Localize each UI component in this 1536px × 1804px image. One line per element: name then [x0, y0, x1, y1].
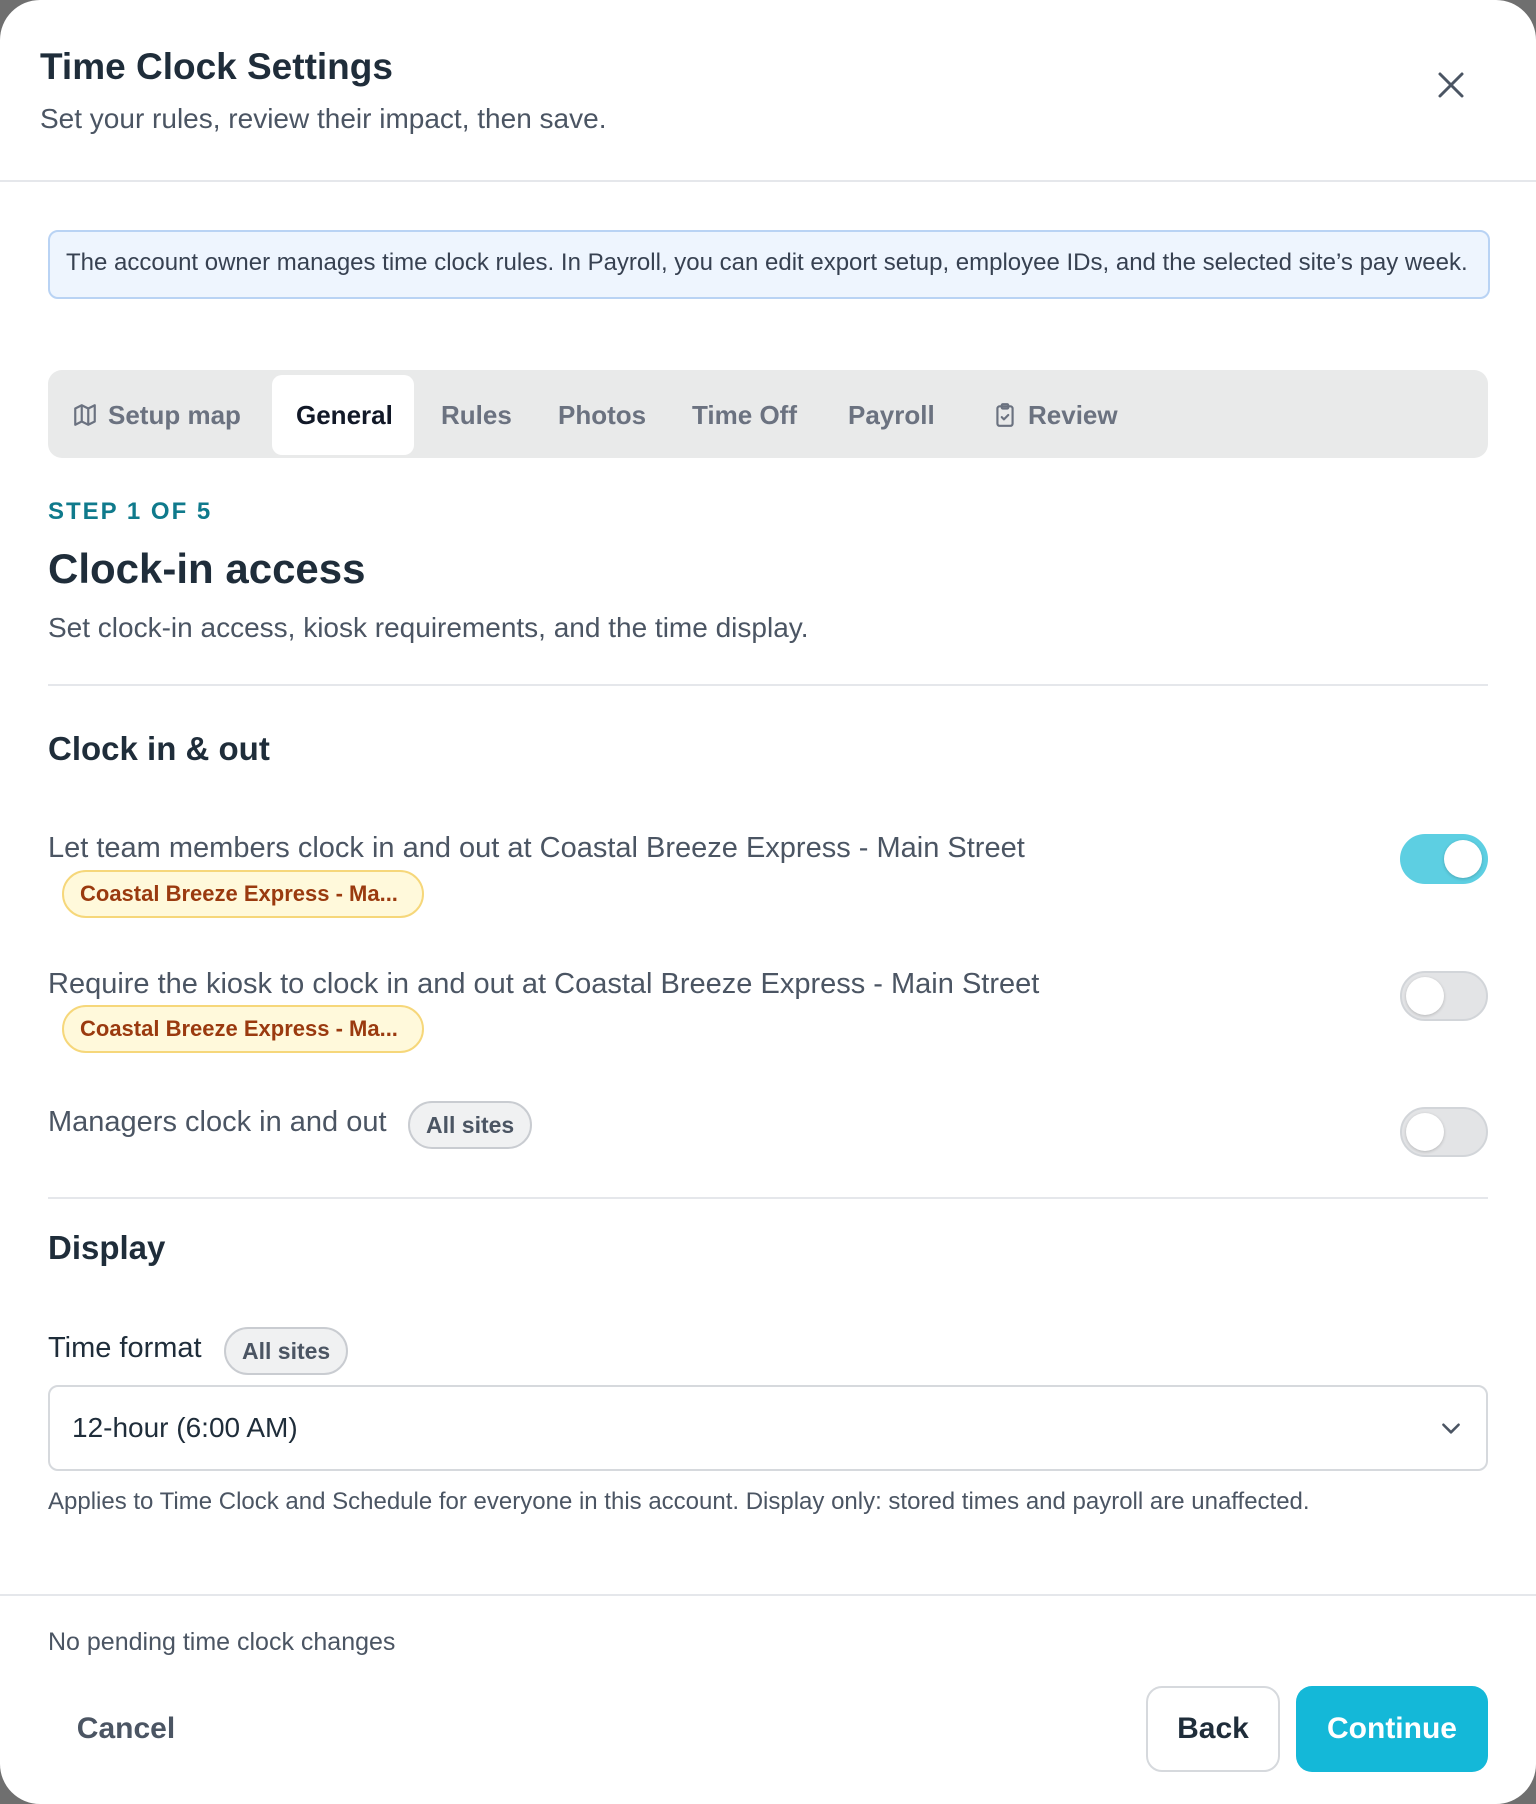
clock-section-title: Clock in & out: [48, 730, 270, 767]
kiosk-required-toggle[interactable]: [1400, 971, 1488, 1021]
time-format-select[interactable]: [48, 1385, 1488, 1471]
modal-title: Time Clock Settings: [40, 46, 393, 87]
site-badge: Coastal Breeze Express - Ma...: [62, 1005, 424, 1053]
tab-label: Time Off: [692, 399, 797, 430]
permission-notice: The account owner manages time clock rules. In Payroll, you can edit export setup, employee IDs, and the selected site’s pay week.: [48, 230, 1490, 299]
managers-clock-toggle[interactable]: [1400, 1107, 1488, 1157]
tab-review[interactable]: [968, 375, 1148, 455]
time-format-label: Time format: [48, 1332, 202, 1364]
pending-changes-status: No pending time clock changes: [48, 1628, 396, 1656]
toggle-knob: [1406, 977, 1444, 1015]
settings-tabs: [48, 370, 1488, 458]
tab-label: General: [296, 399, 393, 430]
map-icon: [72, 402, 98, 428]
clipboard-check-icon: [992, 402, 1018, 428]
all-sites-badge: All sites: [224, 1327, 348, 1375]
tab-general[interactable]: [272, 375, 414, 455]
close-icon: [1436, 70, 1466, 100]
tab-rules[interactable]: [417, 375, 529, 455]
team-clock-in-toggle[interactable]: [1400, 834, 1488, 884]
tab-label: Photos: [558, 399, 647, 430]
tab-label: Review: [1028, 399, 1118, 430]
time-format-value: 12-hour (6:00 AM): [72, 1412, 298, 1443]
tab-label: Setup map: [108, 399, 241, 430]
cancel-button[interactable]: Cancel: [76, 1712, 176, 1745]
toggle-knob: [1406, 1113, 1444, 1151]
page-description: Set clock-in access, kiosk requirements, and the time display.: [48, 612, 809, 643]
section-divider: [48, 1197, 1488, 1199]
time-format-help: Applies to Time Clock and Schedule for everyone in this account. Display only: stored times and payroll are unaffected.: [48, 1488, 1310, 1515]
all-sites-badge: All sites: [408, 1101, 532, 1149]
modal-footer: [0, 1594, 1536, 1804]
display-section-title: Display: [48, 1229, 166, 1266]
team-clock-in-label: Let team members clock in and out at Coastal Breeze Express - Main Street: [48, 832, 1025, 864]
tab-photos[interactable]: [534, 375, 668, 455]
site-badge: Coastal Breeze Express - Ma...: [62, 870, 424, 918]
close-button[interactable]: [1428, 62, 1474, 108]
tab-label: Payroll: [848, 399, 935, 430]
toggle-knob: [1444, 840, 1482, 878]
step-indicator: STEP 1 OF 5: [48, 498, 213, 525]
tab-setup-map[interactable]: [48, 375, 272, 455]
back-button[interactable]: Back: [1146, 1686, 1280, 1772]
continue-button[interactable]: Continue: [1296, 1686, 1488, 1772]
modal-header: [0, 0, 1536, 182]
tab-label: Rules: [441, 399, 512, 430]
managers-clock-label: Managers clock in and out: [48, 1106, 387, 1138]
tab-payroll[interactable]: [824, 375, 958, 455]
kiosk-required-label: Require the kiosk to clock in and out at Coastal Breeze Express - Main Street: [48, 968, 1040, 1000]
modal-subtitle: Set your rules, review their impact, then save.: [40, 103, 607, 134]
section-divider: [48, 684, 1488, 686]
page-title: Clock-in access: [48, 545, 366, 592]
tab-time-off[interactable]: [668, 375, 828, 455]
chevron-down-icon: [1438, 1415, 1464, 1441]
